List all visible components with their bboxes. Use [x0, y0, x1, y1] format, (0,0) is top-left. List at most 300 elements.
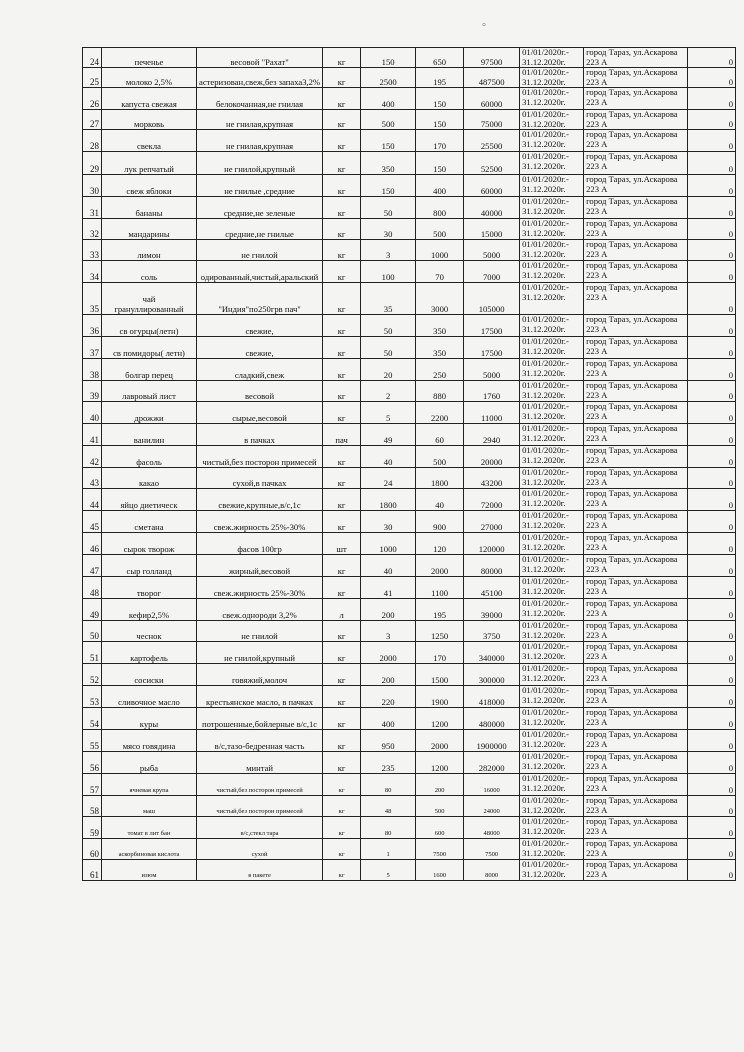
- row-number: 57: [83, 774, 102, 796]
- table-row: [83, 130, 736, 152]
- row-number: 47: [83, 555, 102, 577]
- item-name: сливочное масло: [102, 686, 197, 708]
- item-quantity: 20: [361, 359, 416, 381]
- row-number: 54: [83, 708, 102, 730]
- delivery-period: 01/01/2020г.- 31.12.2020г.: [520, 424, 584, 446]
- item-name: мясо говядина: [102, 730, 197, 752]
- row-number: 49: [83, 599, 102, 621]
- delivery-address: город Тараз, ул.Аскарова 223 А: [584, 555, 688, 577]
- delivery-address: город Тараз, ул.Аскарова 223 А: [584, 752, 688, 774]
- item-name: маш: [102, 796, 197, 817]
- advance-amount: 0: [688, 817, 736, 839]
- item-price: 3000: [416, 283, 464, 315]
- delivery-period: 01/01/2020г.- 31.12.2020г.: [520, 839, 584, 860]
- delivery-address: город Тараз, ул.Аскарова 223 А: [584, 402, 688, 424]
- item-name: изюм: [102, 860, 197, 881]
- item-quantity: 5: [361, 402, 416, 424]
- delivery-period: 01/01/2020г.- 31.12.2020г.: [520, 817, 584, 839]
- delivery-period: 01/01/2020г.- 31.12.2020г.: [520, 686, 584, 708]
- advance-amount: 0: [688, 402, 736, 424]
- item-quantity: 41: [361, 577, 416, 599]
- item-sum: 16000: [464, 774, 520, 796]
- delivery-address: город Тараз, ул.Аскарова 223 А: [584, 130, 688, 152]
- advance-amount: 0: [688, 88, 736, 110]
- row-number: 41: [83, 424, 102, 446]
- delivery-address: город Тараз, ул.Аскарова 223 А: [584, 577, 688, 599]
- item-unit: кг: [323, 130, 361, 152]
- delivery-address: город Тараз, ул.Аскарова 223 А: [584, 533, 688, 555]
- delivery-period: 01/01/2020г.- 31.12.2020г.: [520, 533, 584, 555]
- item-price: 500: [416, 796, 464, 817]
- item-unit: кг: [323, 283, 361, 315]
- delivery-period: 01/01/2020г.- 31.12.2020г.: [520, 402, 584, 424]
- row-number: 30: [83, 175, 102, 197]
- row-number: 58: [83, 796, 102, 817]
- item-spec: весовой: [197, 381, 323, 402]
- delivery-address: город Тараз, ул.Аскарова 223 А: [584, 599, 688, 621]
- item-spec: свежие,: [197, 337, 323, 359]
- delivery-period: 01/01/2020г.- 31.12.2020г.: [520, 621, 584, 642]
- item-spec: минтай: [197, 752, 323, 774]
- item-price: 1800: [416, 468, 464, 489]
- row-number: 60: [83, 839, 102, 860]
- table-row: [83, 860, 736, 881]
- item-quantity: 400: [361, 708, 416, 730]
- item-spec: говяжий,молоч: [197, 664, 323, 686]
- item-sum: 25500: [464, 130, 520, 152]
- advance-amount: 0: [688, 555, 736, 577]
- delivery-period: 01/01/2020г.- 31.12.2020г.: [520, 68, 584, 88]
- item-sum: 340000: [464, 642, 520, 664]
- item-spec: не гнилые ,средние: [197, 175, 323, 197]
- item-quantity: 50: [361, 197, 416, 219]
- item-name: рыба: [102, 752, 197, 774]
- item-unit: кг: [323, 621, 361, 642]
- item-price: 1200: [416, 752, 464, 774]
- item-quantity: 80: [361, 774, 416, 796]
- item-quantity: 2: [361, 381, 416, 402]
- item-name: болгар перец: [102, 359, 197, 381]
- item-name: капуста свежая: [102, 88, 197, 110]
- advance-amount: 0: [688, 152, 736, 175]
- table-row: [83, 261, 736, 283]
- item-quantity: 49: [361, 424, 416, 446]
- delivery-period: 01/01/2020г.- 31.12.2020г.: [520, 152, 584, 175]
- item-quantity: 200: [361, 599, 416, 621]
- item-price: 250: [416, 359, 464, 381]
- item-price: 170: [416, 642, 464, 664]
- item-sum: 282000: [464, 752, 520, 774]
- advance-amount: 0: [688, 489, 736, 511]
- row-number: 37: [83, 337, 102, 359]
- item-quantity: 1000: [361, 533, 416, 555]
- item-sum: 2940: [464, 424, 520, 446]
- item-spec: астеризован,свеж,без запаха3,2%: [197, 68, 323, 88]
- delivery-address: город Тараз, ул.Аскарова 223 А: [584, 283, 688, 315]
- item-sum: 5000: [464, 240, 520, 261]
- row-number: 26: [83, 88, 102, 110]
- item-sum: 17500: [464, 315, 520, 337]
- item-name: мандарины: [102, 219, 197, 240]
- item-sum: 72000: [464, 489, 520, 511]
- item-spec: в/с,стекл тара: [197, 817, 323, 839]
- item-unit: кг: [323, 642, 361, 664]
- delivery-period: 01/01/2020г.- 31.12.2020г.: [520, 315, 584, 337]
- delivery-period: 01/01/2020г.- 31.12.2020г.: [520, 381, 584, 402]
- advance-amount: 0: [688, 446, 736, 468]
- table-row: [83, 577, 736, 599]
- item-quantity: 500: [361, 110, 416, 130]
- delivery-period: 01/01/2020г.- 31.12.2020г.: [520, 110, 584, 130]
- delivery-period: 01/01/2020г.- 31.12.2020г.: [520, 577, 584, 599]
- item-spec: средние,не зеленые: [197, 197, 323, 219]
- scan-dot-mark: °: [482, 22, 486, 33]
- item-quantity: 30: [361, 219, 416, 240]
- table-row: [83, 88, 736, 110]
- item-quantity: 2000: [361, 642, 416, 664]
- item-sum: 60000: [464, 88, 520, 110]
- item-name: яйцо диетическ: [102, 489, 197, 511]
- delivery-address: город Тараз, ул.Аскарова 223 А: [584, 489, 688, 511]
- advance-amount: 0: [688, 337, 736, 359]
- item-quantity: 48: [361, 796, 416, 817]
- item-name: бананы: [102, 197, 197, 219]
- item-quantity: 2500: [361, 68, 416, 88]
- delivery-address: город Тараз, ул.Аскарова 223 А: [584, 860, 688, 881]
- item-price: 150: [416, 152, 464, 175]
- table-row: [83, 774, 736, 796]
- row-number: 43: [83, 468, 102, 489]
- item-unit: пач: [323, 424, 361, 446]
- row-number: 33: [83, 240, 102, 261]
- row-number: 56: [83, 752, 102, 774]
- delivery-period: 01/01/2020г.- 31.12.2020г.: [520, 752, 584, 774]
- item-spec: весовой "Рахат": [197, 48, 323, 68]
- item-unit: кг: [323, 315, 361, 337]
- table-row: [83, 315, 736, 337]
- row-number: 38: [83, 359, 102, 381]
- delivery-address: город Тараз, ул.Аскарова 223 А: [584, 730, 688, 752]
- item-quantity: 150: [361, 175, 416, 197]
- item-quantity: 80: [361, 817, 416, 839]
- item-unit: кг: [323, 68, 361, 88]
- item-sum: 487500: [464, 68, 520, 88]
- item-unit: кг: [323, 175, 361, 197]
- item-quantity: 1800: [361, 489, 416, 511]
- item-quantity: 150: [361, 48, 416, 68]
- delivery-address: город Тараз, ул.Аскарова 223 А: [584, 337, 688, 359]
- item-quantity: 150: [361, 130, 416, 152]
- item-quantity: 200: [361, 664, 416, 686]
- item-spec: чистый,без посторон примесей: [197, 796, 323, 817]
- delivery-address: город Тараз, ул.Аскарова 223 А: [584, 240, 688, 261]
- item-price: 120: [416, 533, 464, 555]
- advance-amount: 0: [688, 686, 736, 708]
- delivery-address: город Тараз, ул.Аскарова 223 А: [584, 686, 688, 708]
- delivery-period: 01/01/2020г.- 31.12.2020г.: [520, 774, 584, 796]
- advance-amount: 0: [688, 752, 736, 774]
- item-unit: кг: [323, 489, 361, 511]
- table-row: [83, 283, 736, 315]
- table-row: [83, 599, 736, 621]
- table-row: [83, 240, 736, 261]
- item-name: сметана: [102, 511, 197, 533]
- item-sum: 27000: [464, 511, 520, 533]
- row-number: 39: [83, 381, 102, 402]
- item-spec: одированный,чистый,аральский: [197, 261, 323, 283]
- row-number: 31: [83, 197, 102, 219]
- advance-amount: 0: [688, 381, 736, 402]
- item-name: дрожжи: [102, 402, 197, 424]
- row-number: 50: [83, 621, 102, 642]
- item-price: 7500: [416, 839, 464, 860]
- row-number: 29: [83, 152, 102, 175]
- item-quantity: 40: [361, 555, 416, 577]
- delivery-address: город Тараз, ул.Аскарова 223 А: [584, 315, 688, 337]
- row-number: 25: [83, 68, 102, 88]
- item-name: лавровый лист: [102, 381, 197, 402]
- item-sum: 480000: [464, 708, 520, 730]
- item-unit: кг: [323, 577, 361, 599]
- table-row: [83, 424, 736, 446]
- advance-amount: 0: [688, 110, 736, 130]
- delivery-address: город Тараз, ул.Аскарова 223 А: [584, 774, 688, 796]
- row-number: 61: [83, 860, 102, 881]
- item-unit: кг: [323, 402, 361, 424]
- advance-amount: 0: [688, 511, 736, 533]
- row-number: 32: [83, 219, 102, 240]
- item-unit: кг: [323, 511, 361, 533]
- delivery-address: город Тараз, ул.Аскарова 223 А: [584, 261, 688, 283]
- item-unit: кг: [323, 860, 361, 881]
- delivery-address: город Тараз, ул.Аскарова 223 А: [584, 152, 688, 175]
- item-name: сырок творож: [102, 533, 197, 555]
- item-price: 2000: [416, 730, 464, 752]
- item-spec: не гнилой,крупный: [197, 642, 323, 664]
- delivery-address: город Тараз, ул.Аскарова 223 А: [584, 708, 688, 730]
- item-name: сыр голланд: [102, 555, 197, 577]
- delivery-period: 01/01/2020г.- 31.12.2020г.: [520, 197, 584, 219]
- item-sum: 7000: [464, 261, 520, 283]
- advance-amount: 0: [688, 240, 736, 261]
- item-sum: 1760: [464, 381, 520, 402]
- delivery-address: город Тараз, ул.Аскарова 223 А: [584, 359, 688, 381]
- delivery-period: 01/01/2020г.- 31.12.2020г.: [520, 555, 584, 577]
- item-price: 500: [416, 219, 464, 240]
- item-quantity: 24: [361, 468, 416, 489]
- item-quantity: 5: [361, 860, 416, 881]
- item-quantity: 100: [361, 261, 416, 283]
- delivery-address: город Тараз, ул.Аскарова 223 А: [584, 621, 688, 642]
- item-unit: кг: [323, 839, 361, 860]
- table-row: [83, 219, 736, 240]
- item-unit: кг: [323, 752, 361, 774]
- item-name: св помидоры( летн): [102, 337, 197, 359]
- item-sum: 97500: [464, 48, 520, 68]
- item-unit: кг: [323, 468, 361, 489]
- table-row: [83, 730, 736, 752]
- table-row: [83, 197, 736, 219]
- item-spec: не гнилой,крупный: [197, 152, 323, 175]
- delivery-address: город Тараз, ул.Аскарова 223 А: [584, 511, 688, 533]
- item-quantity: 220: [361, 686, 416, 708]
- item-unit: кг: [323, 686, 361, 708]
- item-sum: 75000: [464, 110, 520, 130]
- item-sum: 45100: [464, 577, 520, 599]
- row-number: 45: [83, 511, 102, 533]
- table-row: [83, 839, 736, 860]
- table-row: [83, 48, 736, 68]
- item-quantity: 50: [361, 337, 416, 359]
- delivery-address: город Тараз, ул.Аскарова 223 А: [584, 219, 688, 240]
- table-row: [83, 796, 736, 817]
- advance-amount: 0: [688, 48, 736, 68]
- delivery-period: 01/01/2020г.- 31.12.2020г.: [520, 175, 584, 197]
- item-unit: шт: [323, 533, 361, 555]
- item-price: 1100: [416, 577, 464, 599]
- item-spec: свеж.жирность 25%-30%: [197, 511, 323, 533]
- table-row: [83, 381, 736, 402]
- item-quantity: 35: [361, 283, 416, 315]
- advance-amount: 0: [688, 621, 736, 642]
- advance-amount: 0: [688, 219, 736, 240]
- item-spec: сладкий,свеж: [197, 359, 323, 381]
- item-price: 150: [416, 88, 464, 110]
- item-price: 900: [416, 511, 464, 533]
- item-spec: не гнилой: [197, 621, 323, 642]
- delivery-period: 01/01/2020г.- 31.12.2020г.: [520, 468, 584, 489]
- item-name: соль: [102, 261, 197, 283]
- item-sum: 40000: [464, 197, 520, 219]
- item-name: куры: [102, 708, 197, 730]
- delivery-period: 01/01/2020г.- 31.12.2020г.: [520, 642, 584, 664]
- item-price: 2000: [416, 555, 464, 577]
- item-name: аскорбиновая кислота: [102, 839, 197, 860]
- delivery-period: 01/01/2020г.- 31.12.2020г.: [520, 796, 584, 817]
- table-row: [83, 686, 736, 708]
- item-quantity: 350: [361, 152, 416, 175]
- delivery-address: город Тараз, ул.Аскарова 223 А: [584, 175, 688, 197]
- item-name: морковь: [102, 110, 197, 130]
- item-quantity: 400: [361, 88, 416, 110]
- item-price: 350: [416, 315, 464, 337]
- delivery-period: 01/01/2020г.- 31.12.2020г.: [520, 219, 584, 240]
- advance-amount: 0: [688, 130, 736, 152]
- item-name: свекла: [102, 130, 197, 152]
- item-price: 600: [416, 817, 464, 839]
- advance-amount: 0: [688, 283, 736, 315]
- row-number: 28: [83, 130, 102, 152]
- item-spec: свежие,: [197, 315, 323, 337]
- item-quantity: 50: [361, 315, 416, 337]
- item-price: 40: [416, 489, 464, 511]
- table-row: [83, 642, 736, 664]
- delivery-address: город Тараз, ул.Аскарова 223 А: [584, 796, 688, 817]
- delivery-period: 01/01/2020г.- 31.12.2020г.: [520, 708, 584, 730]
- item-unit: кг: [323, 664, 361, 686]
- item-sum: 80000: [464, 555, 520, 577]
- advance-amount: 0: [688, 664, 736, 686]
- table-row: [83, 664, 736, 686]
- item-sum: 17500: [464, 337, 520, 359]
- delivery-period: 01/01/2020г.- 31.12.2020г.: [520, 446, 584, 468]
- item-spec: не гнилая,крупная: [197, 130, 323, 152]
- row-number: 34: [83, 261, 102, 283]
- delivery-period: 01/01/2020г.- 31.12.2020г.: [520, 511, 584, 533]
- delivery-period: 01/01/2020г.- 31.12.2020г.: [520, 337, 584, 359]
- item-quantity: 3: [361, 621, 416, 642]
- item-unit: кг: [323, 359, 361, 381]
- item-name: ванилин: [102, 424, 197, 446]
- delivery-period: 01/01/2020г.- 31.12.2020г.: [520, 240, 584, 261]
- table-row: [83, 152, 736, 175]
- delivery-period: 01/01/2020г.- 31.12.2020г.: [520, 489, 584, 511]
- delivery-period: 01/01/2020г.- 31.12.2020г.: [520, 599, 584, 621]
- item-unit: кг: [323, 261, 361, 283]
- advance-amount: 0: [688, 533, 736, 555]
- advance-amount: 0: [688, 577, 736, 599]
- item-sum: 5000: [464, 359, 520, 381]
- row-number: 52: [83, 664, 102, 686]
- item-spec: свеж.жирность 25%-30%: [197, 577, 323, 599]
- item-unit: кг: [323, 708, 361, 730]
- table-row: [83, 511, 736, 533]
- row-number: 48: [83, 577, 102, 599]
- delivery-period: 01/01/2020г.- 31.12.2020г.: [520, 48, 584, 68]
- item-sum: 105000: [464, 283, 520, 315]
- item-sum: 20000: [464, 446, 520, 468]
- row-number: 27: [83, 110, 102, 130]
- item-sum: 8000: [464, 860, 520, 881]
- item-price: 195: [416, 68, 464, 88]
- item-price: 1900: [416, 686, 464, 708]
- row-number: 42: [83, 446, 102, 468]
- advance-amount: 0: [688, 774, 736, 796]
- item-spec: сырые,весовой: [197, 402, 323, 424]
- advance-amount: 0: [688, 860, 736, 881]
- item-spec: потрошенные,бойлерные в/с,1с: [197, 708, 323, 730]
- advance-amount: 0: [688, 796, 736, 817]
- item-price: 1250: [416, 621, 464, 642]
- item-spec: сухой,в пачках: [197, 468, 323, 489]
- item-price: 350: [416, 337, 464, 359]
- delivery-period: 01/01/2020г.- 31.12.2020г.: [520, 261, 584, 283]
- item-spec: в пачках: [197, 424, 323, 446]
- item-unit: кг: [323, 197, 361, 219]
- row-number: 35: [83, 283, 102, 315]
- item-spec: чистый,без посторон примесей: [197, 774, 323, 796]
- item-unit: кг: [323, 240, 361, 261]
- item-sum: 48000: [464, 817, 520, 839]
- item-name: печенье: [102, 48, 197, 68]
- item-name: лук репчатый: [102, 152, 197, 175]
- item-spec: средние,не гнилые: [197, 219, 323, 240]
- row-number: 55: [83, 730, 102, 752]
- table-row: [83, 533, 736, 555]
- advance-amount: 0: [688, 197, 736, 219]
- item-price: 70: [416, 261, 464, 283]
- item-name: молоко 2,5%: [102, 68, 197, 88]
- advance-amount: 0: [688, 68, 736, 88]
- item-quantity: 1: [361, 839, 416, 860]
- item-name: томат в лит бан: [102, 817, 197, 839]
- item-sum: 43200: [464, 468, 520, 489]
- delivery-period: 01/01/2020г.- 31.12.2020г.: [520, 359, 584, 381]
- table-row: [83, 402, 736, 424]
- row-number: 51: [83, 642, 102, 664]
- delivery-address: город Тараз, ул.Аскарова 223 А: [584, 110, 688, 130]
- item-sum: 52500: [464, 152, 520, 175]
